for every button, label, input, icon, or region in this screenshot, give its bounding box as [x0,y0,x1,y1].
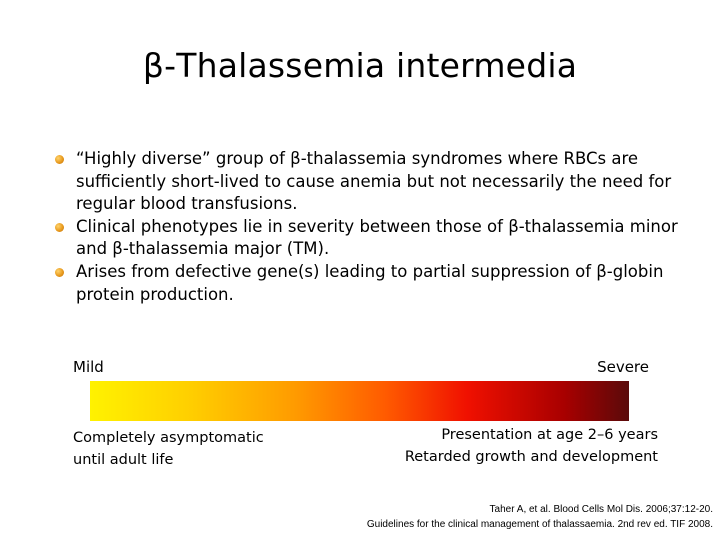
slide-title: β-Thalassemia intermedia [142,46,578,85]
bullet-item [50,261,680,306]
severe-description-line: Retarded growth and development [404,449,658,465]
bullet-dot-icon [55,155,64,164]
bullet-list [50,148,680,306]
citations [300,502,713,532]
bullet-item [50,216,680,261]
severe-label: Severe [597,358,649,376]
bullet-item [50,148,680,216]
mild-description [73,427,264,471]
bullet-text: “Highly diverse” group of β-thalassemia syndromes where RBCs are sufficiently short-lived to cause anemia but not necessarily the need for regular blood transfusions. [76,149,672,214]
bullet-dot-icon [55,268,64,277]
mild-label: Mild [73,358,104,376]
mild-description-line: Completely asymptomatic [73,430,264,446]
severe-description-line: Presentation at age 2–6 years [441,427,658,443]
severe-description [380,424,658,468]
bullet-text: Clinical phenotypes lie in severity between those of β-thalassemia minor and β-thalassemia major (TM). [76,216,678,259]
citation: Taher A, et al. Blood Cells Mol Dis. 2006;37:12-20. [489,504,713,515]
bullet-dot-icon [55,223,64,232]
severity-gradient-bar [90,381,629,421]
citation: Guidelines for the clinical management of thalassaemia. 2nd rev ed. TIF 2008. [366,519,713,530]
bullet-text: Arises from defective gene(s) leading to partial suppression of β-globin protein production. [76,261,664,304]
mild-description-line: until adult life [73,452,174,468]
